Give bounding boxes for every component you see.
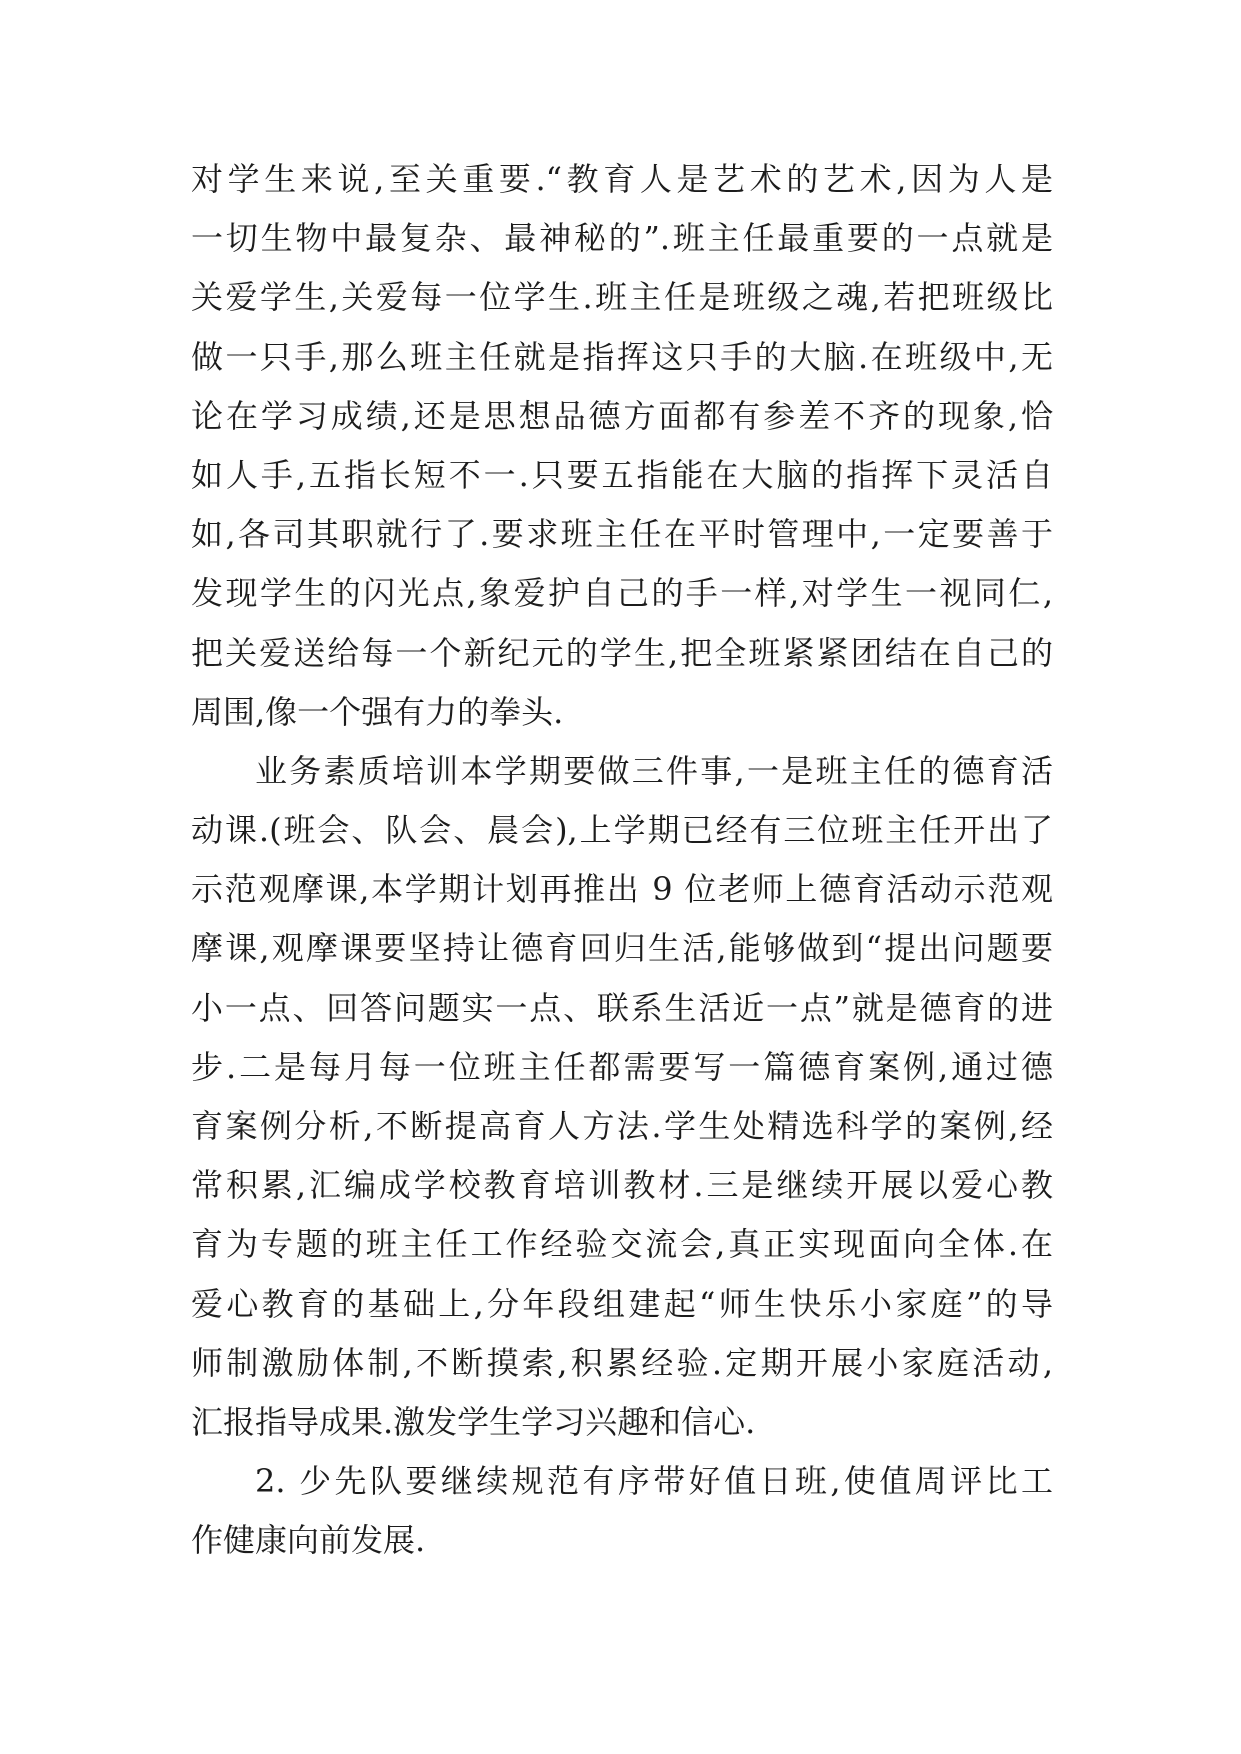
text-line: 摩课,观摩课要坚持让德育回归生活,能够做到“提出问题要 [191, 929, 1053, 968]
text-line: 2. 少先队要继续规范有序带好值日班,使值周评比工 [255, 1462, 1053, 1501]
paragraph-3 [191, 1461, 1053, 1579]
text-line: 育案例分析,不断提高育人方法.学生处精选科学的案例,经 [191, 1107, 1053, 1145]
text-line: 师制激励体制,不断摸索,积累经验.定期开展小家庭活动, [191, 1343, 1053, 1382]
text-line: 对学生来说,至关重要.“教育人是艺术的艺术,因为人是 [191, 160, 1053, 198]
text-line: 动课.(班会、队会、晨会),上学期已经有三位班主任开出了 [191, 811, 1053, 850]
text-line: 如人手,五指长短不一.只要五指能在大脑的指挥下灵活自 [191, 455, 1053, 494]
text-line: 常积累,汇编成学校教育培训教材.三是继续开展以爱心教 [191, 1166, 1053, 1205]
text-line: 一切生物中最复杂、最神秘的”.班主任最重要的一点就是 [191, 219, 1053, 258]
text-line: 业务素质培训本学期要做三件事,一是班主任的德育活 [255, 751, 1053, 790]
text-line: 做一只手,那么班主任就是指挥这只手的大脑.在班级中,无 [191, 337, 1053, 376]
text-line: 育为专题的班主任工作经验交流会,真正实现面向全体.在 [191, 1225, 1053, 1264]
document-body [191, 159, 1053, 1580]
text-line: 发现学生的闪光点,象爱护自己的手一样,对学生一视同仁, [191, 574, 1053, 613]
text-line: 如,各司其职就行了.要求班主任在平时管理中,一定要善于 [191, 515, 1053, 554]
paragraph-2 [191, 751, 1053, 1461]
text-line: 步.二是每月每一位班主任都需要写一篇德育案例,通过德 [191, 1047, 1053, 1086]
text-line: 小一点、回答问题实一点、联系生活近一点”就是德育的进 [191, 988, 1053, 1027]
text-line: 周围,像一个强有力的拳头. [191, 692, 564, 731]
text-line: 关爱学生,关爱每一位学生.班主任是班级之魂,若把班级比 [191, 278, 1053, 317]
text-line: 论在学习成绩,还是思想品德方面都有参差不齐的现象,恰 [191, 396, 1053, 435]
text-line: 爱心教育的基础上,分年段组建起“师生快乐小家庭”的导 [191, 1284, 1053, 1323]
text-line: 把关爱送给每一个新纪元的学生,把全班紧紧团结在自己的 [191, 633, 1053, 672]
text-line: 汇报指导成果.激发学生学习兴趣和信心. [191, 1402, 756, 1441]
text-line: 作健康向前发展. [191, 1521, 426, 1560]
text-line: 示范观摩课,本学期计划再推出 9 位老师上德育活动示范观 [191, 870, 1053, 909]
paragraph-1 [191, 159, 1053, 751]
